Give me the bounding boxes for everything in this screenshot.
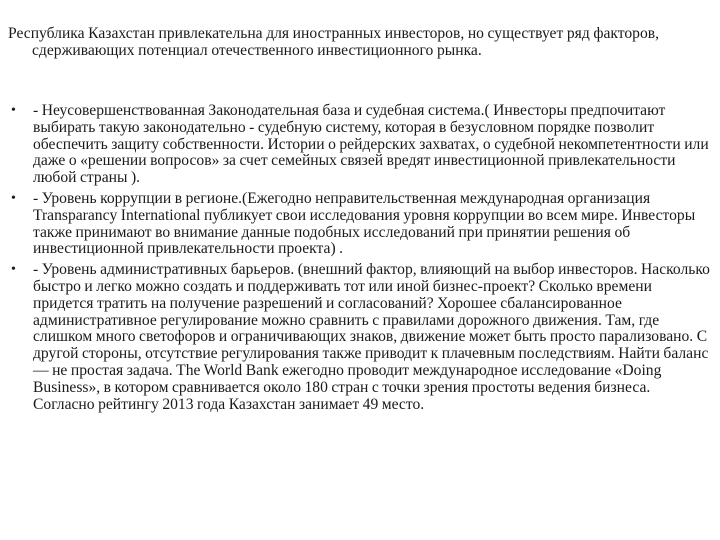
administrative-barriers-factor-text: - Уровень административных барьеров. (внешний фактор, влияющий на выбор инвесторов. Насколько быстро и легко можно создать и поддерживать тот или иной бизнес-проект? Сколько времени придется тратить на получение разрешений и согласований? Хорошее сбалансированное административное регулирование можно сравнить с правилами дорожного движения. Там, где слишком много светофоров и ограничивающих знаков, движение может быть просто парализовано. С другой стороны, отсутствие регулирования также приводит к плачевным последствиям. Найти баланс — не простая задача. The World Bank ежегодно проводит международное исследование «Doing Business», в котором сравнивается около 180 стран с точки зрения простоты ведения бизнеса. Согласно рейтингу 2013 года Казахстан занимает 49 место. bbox=[33, 261, 710, 413]
bullet-icon: • bbox=[11, 190, 16, 206]
bullet-icon: • bbox=[11, 103, 16, 118]
bullet-icon: • bbox=[11, 262, 16, 278]
intro-paragraph: Республика Казахстан привлекательна для иностранных инвесторов, но существует ряд факторов, сдерживающих потенциал отечественного инвестиционного рынка. bbox=[8, 25, 660, 59]
list-item bbox=[8, 262, 712, 413]
list-item bbox=[8, 191, 712, 258]
corruption-factor-text: - Уровень коррупции в регионе.(Ежегодно неправительственная международная организация Transparancy International публикует свои исследования уровня коррупции во всем мире. Инвесторы также принимают во внимание данные подобных исследований при принятии решения об инвестиционной привлекательности проекта) . bbox=[33, 189, 696, 258]
legislation-factor-text: - Неусовершенствованная Законодательная база и судебная система.( Инвесторы предпочитают выбирать такую законодательно - судебную систему, которая в безусловном порядке позволит обеспечить защиту собственности. Истории о рейдерских захватах, о судебной некомпетентности или даже о «решении вопросов» за счет семейных связей вредят инвестиционной привлекательности любой страны ). bbox=[33, 102, 709, 187]
list-item bbox=[8, 103, 712, 187]
factors-list bbox=[8, 103, 712, 413]
